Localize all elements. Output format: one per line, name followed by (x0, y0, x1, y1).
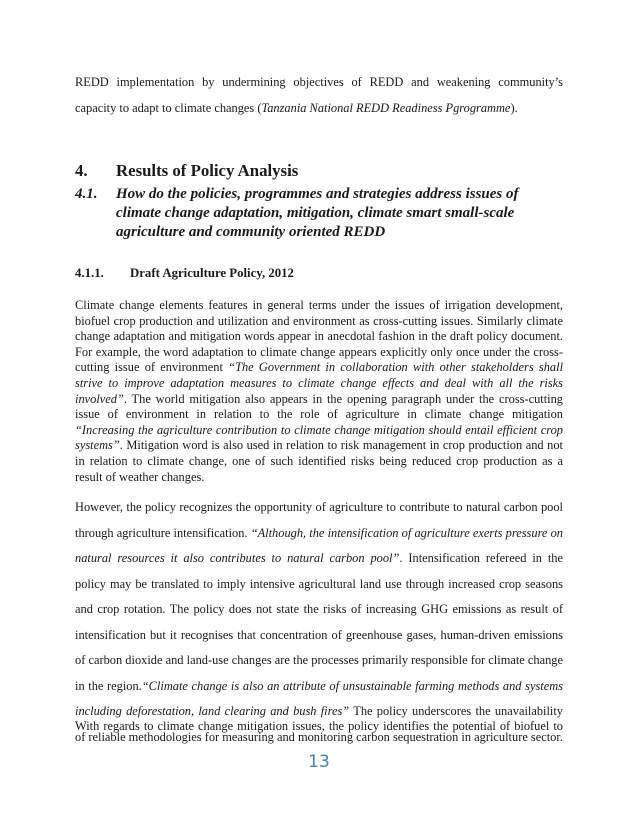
intro-paragraph (75, 70, 563, 121)
intro-text: REDD implementation by undermining objectives of REDD and weakening community’s capacity to adapt to climate changes ( (75, 75, 563, 115)
body-paragraph-1 (75, 298, 563, 485)
subsection-heading-4-1 (75, 185, 565, 242)
subsubsection-heading-4-1-1 (75, 266, 294, 281)
para2-text-c: The policy underscores the unavailability of reliable methodologies for measuring and monitoring carbon sequestration in agriculture sector. (75, 704, 563, 744)
section-number: 4. (75, 161, 88, 180)
para2-quote-b: “Climate change is also an attribute of unsustainable farming methods and systems including deforestation, land clearing and bush fires” (75, 678, 563, 718)
section-title: Results of Policy Analysis (116, 161, 299, 180)
para1-quote-a: “The Government in collaboration with other stakeholders shall strive to improve adaptation measures to climate change effects and deal with all the risks involved” (75, 360, 564, 406)
para1-text-c: . Mitigation word is also used in relation to risk management in crop production and not in relation to climate change, one of such identified risks being reduced crop production as a result of weather changes. (75, 438, 563, 484)
para2-text-a: However, the policy recognizes the opportunity of agriculture to contribute to natural carbon pool through agriculture intensification. (75, 500, 563, 540)
section-heading-4 (75, 161, 298, 181)
page-number: 13 (308, 752, 330, 772)
body-paragraph-3: With regards to climate change mitigation issues, the policy identifies the potential of biofuel to (75, 719, 563, 733)
para2-quote-a: “Although, the intensification of agriculture exerts pressure on natural resources it also contributes to natural carbon pool” (75, 525, 563, 565)
para2-text-b: . Intensification refereed in the policy may be translated to imply intensive agricultural land use through increased crop seasons and crop rotation. The policy does not state the risks of increasing GHG emissions as result of intensification but it recognises that concentration of greenhouse gases, human-driven emissions of carbon dioxide and land-use changes are the processes primarily responsible for climate change in the region. (75, 551, 564, 693)
body-paragraph-2 (75, 495, 563, 750)
intro-end: ). (510, 100, 518, 115)
subsubsection-number: 4.1.1. (75, 266, 104, 280)
para1-text-a: Climate change elements features in general terms under the issues of irrigation development, biofuel crop production and utilization and environment as cross-cutting issues. Similarly climate change adaptation and mitigation words appear in anecdotal fashion in the draft policy document. For example, the word adaptation to climate change appears explicitly only once under the cross-cutting issue of environment (75, 298, 563, 375)
subsection-number: 4.1. (75, 186, 98, 202)
para1-quote-b: “Increasing the agriculture contribution to climate change mitigation should entail efficient crop systems” (75, 422, 563, 453)
intro-source: Tanzania National REDD Readiness Pgrogramme (261, 100, 511, 115)
para1-text-b: . The world mitigation also appears in the opening paragraph under the cross-cutting issue of environment in relation to the role of agriculture in climate change mitigation (75, 391, 563, 422)
subsection-title: How do the policies, programmes and strategies address issues of climate change adaptation, mitigation, climate smart small-scale agriculture and community oriented REDD (116, 186, 519, 240)
subsubsection-title: Draft Agriculture Policy, 2012 (130, 266, 294, 280)
